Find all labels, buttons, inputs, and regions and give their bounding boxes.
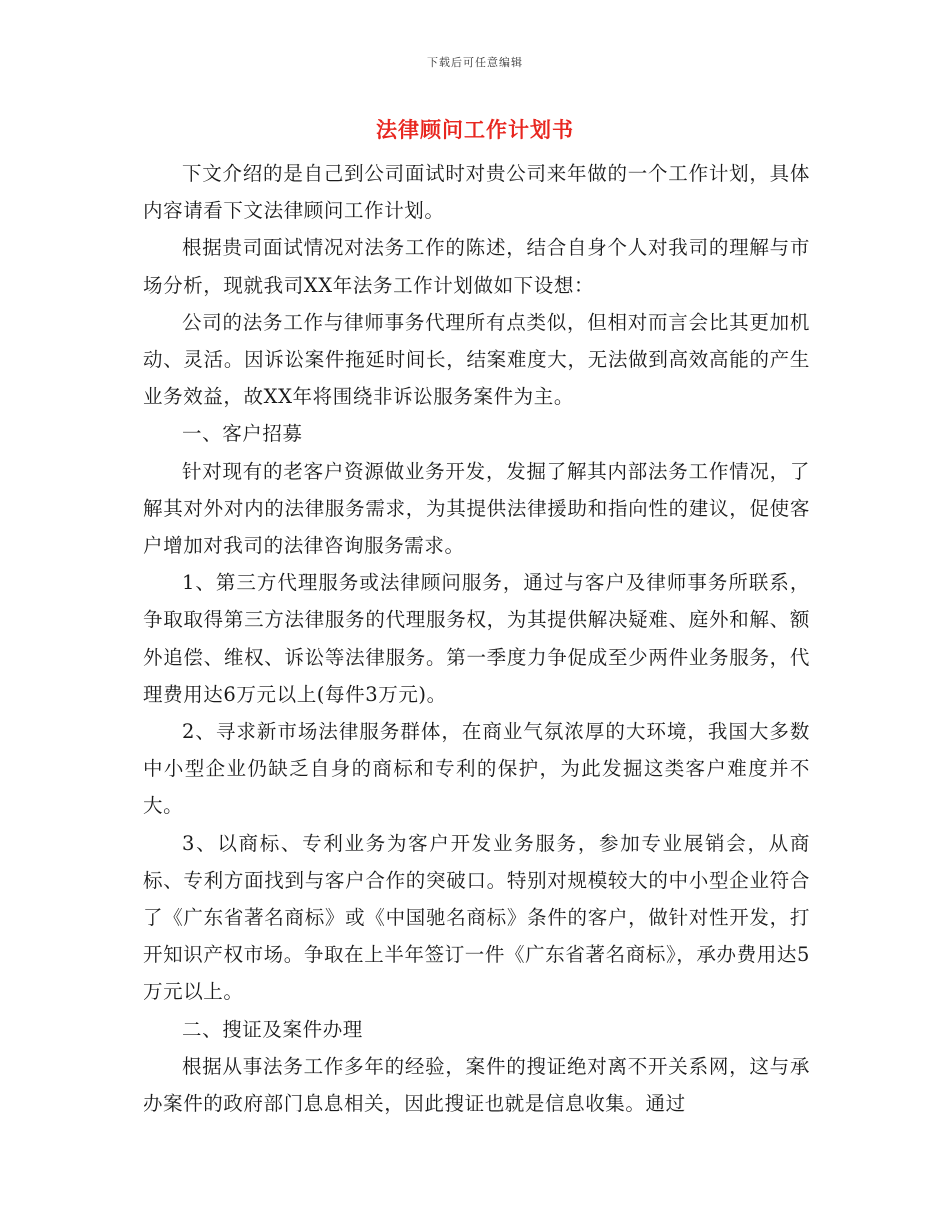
document-body xyxy=(143,155,810,1122)
paragraph-plan-basis: 根据贵司面试情况对法务工作的陈述，结合自身个人对我司的理解与市场分析，现就我司XX年法务工作计划做如下设想： xyxy=(143,236,810,297)
section-heading-evidence-cases: 二、搜证及案件办理 xyxy=(182,1017,363,1041)
header-note: 下载后可任意编辑 xyxy=(427,56,523,69)
paragraph-item-1: 1、第三方代理服务或法律顾问服务，通过与客户及律师事务所联系，争取取得第三方法律服务的代理服务权，为其提供解决疑难、庭外和解、额外追偿、维权、诉讼等法律服务。第一季度力争促成至少两件业务服务，代理费用达6万元以上(每件3万元)。 xyxy=(143,571,810,706)
paragraph-work-nature: 公司的法务工作与律师事务代理所有点类似，但相对而言会比其更加机动、灵活。因诉讼案件拖延时间长，结案难度大，无法做到高效高能的产生业务效益，故XX年将围绕非诉讼服务案件为主。 xyxy=(143,310,810,409)
paragraph-item-3: 3、以商标、专利业务为客户开发业务服务，参加专业展销会，从商标、专利方面找到与客户合作的突破口。特别对规模较大的中小型企业符合了《广东省著名商标》或《中国驰名商标》条件的客户，做针对性开发，打开知识产权市场。争取在上半年签订一件《广东省著名商标》，承办费用达5万元以上。 xyxy=(143,831,810,1004)
section-heading-client-recruitment: 一、客户招募 xyxy=(182,422,303,446)
paragraph-evidence: 根据从事法务工作多年的经验，案件的搜证绝对离不开关系网，这与承办案件的政府部门息息相关，因此搜证也就是信息收集。通过 xyxy=(143,1054,810,1116)
document-title: 法律顾问工作计划书 xyxy=(376,117,574,142)
paragraph-existing-clients: 针对现有的老客户资源做业务开发，发掘了解其内部法务工作情况，了解其对外对内的法律服务需求，为其提供法律援助和指向性的建议，促使客户增加对我司的法律咨询服务需求。 xyxy=(143,459,810,558)
paragraph-item-2: 2、寻求新市场法律服务群体，在商业气氛浓厚的大环境，我国大多数中小型企业仍缺乏自身的商标和专利的保护，为此发掘这类客户难度并不大。 xyxy=(143,720,810,818)
paragraph-intro: 下文介绍的是自己到公司面试时对贵公司来年做的一个工作计划，具体内容请看下文法律顾问工作计划。 xyxy=(143,162,810,223)
